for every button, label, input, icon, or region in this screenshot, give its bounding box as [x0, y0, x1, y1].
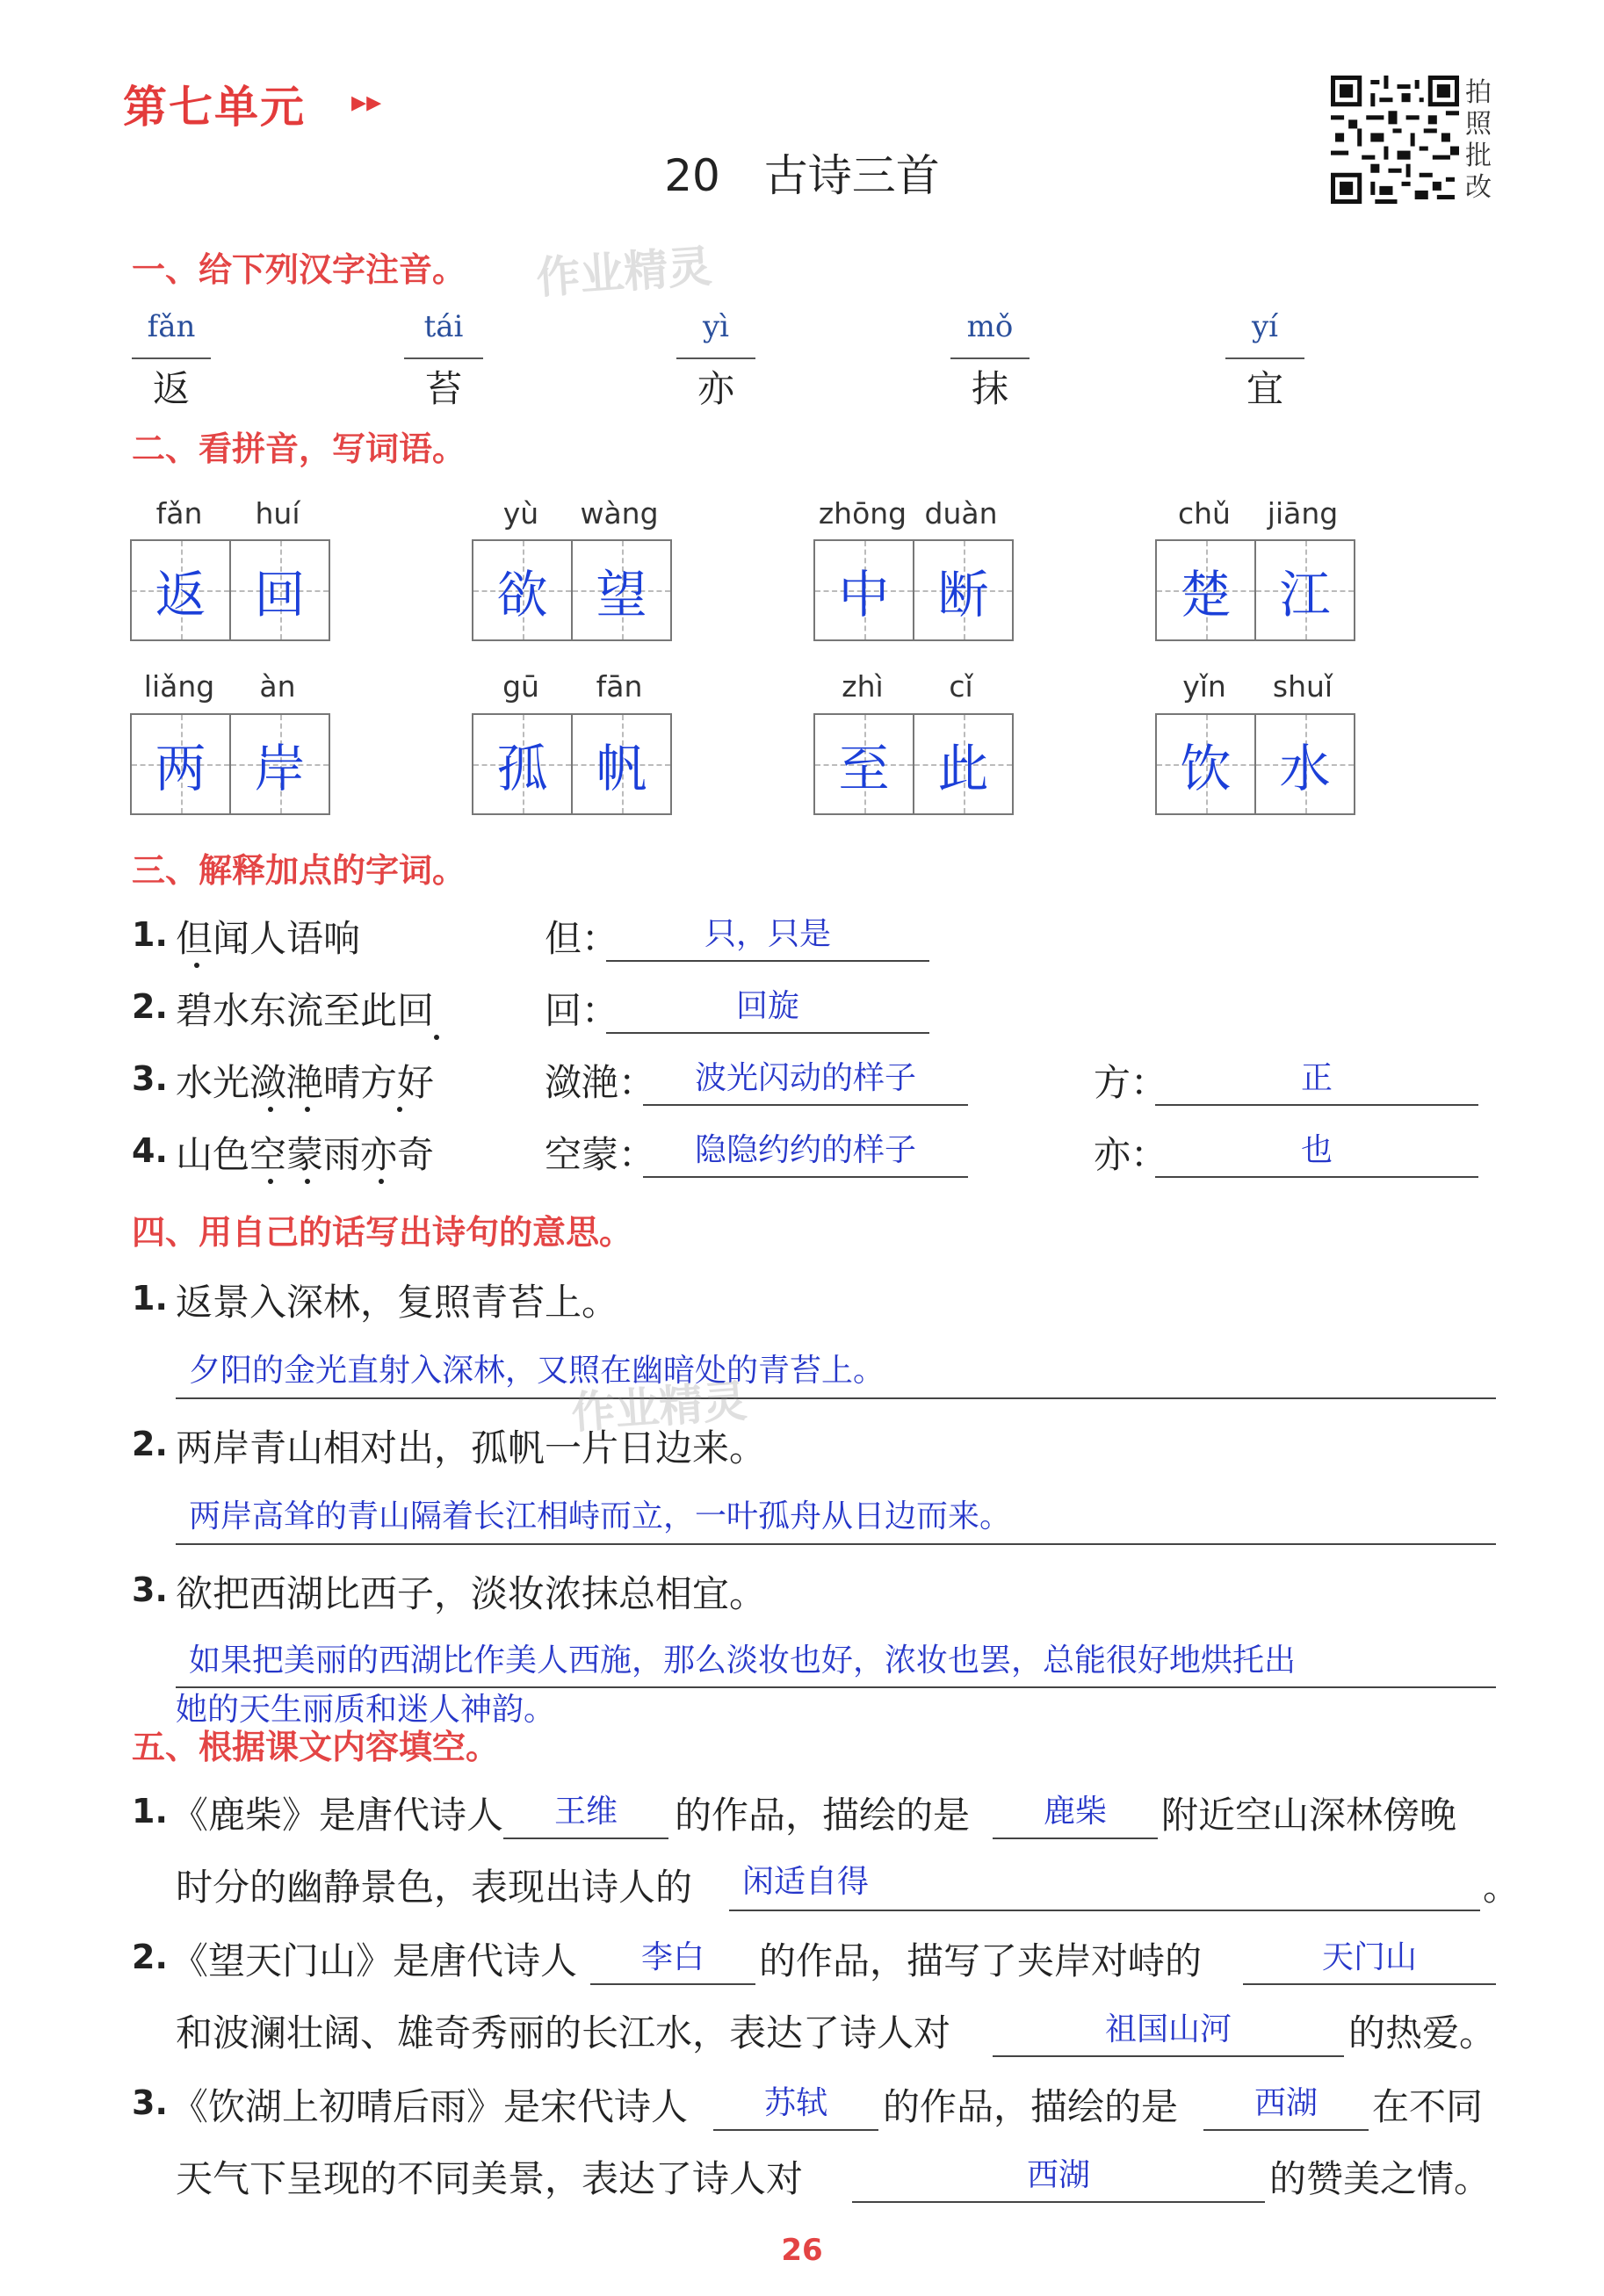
s2-cell: 孤 [473, 715, 571, 813]
s5-answer: 西湖 [1254, 2085, 1318, 2121]
s3-num: 4. [132, 1131, 168, 1170]
s3-answer-line [643, 1104, 968, 1106]
s3-num: 2. [132, 987, 168, 1026]
s2-cell: 帆 [571, 715, 670, 813]
s4-answer: 夕阳的金光直射入深林，又照在幽暗处的青苔上。 [189, 1353, 885, 1389]
s1-char: 亦 [697, 367, 734, 410]
s5-answer: 闲适自得 [742, 1864, 870, 1900]
s5-answer-line [590, 1983, 755, 1985]
s2-word-box [130, 539, 330, 641]
section5-heading: 五、根据课文内容填空。 [132, 1728, 500, 1766]
s3-phrase: 但闻人语响 [176, 917, 361, 960]
emphasis-dot [268, 1107, 273, 1112]
s4-num: 1. [132, 1279, 168, 1318]
s2-cell: 望 [571, 541, 670, 639]
s3-term: 潋滟： [545, 1061, 656, 1104]
s2-word-box [472, 713, 672, 815]
s5-text: 的作品，描绘的是 [675, 1794, 971, 1837]
s2-word-box [472, 539, 672, 641]
s4-answer-line [176, 1397, 1496, 1399]
s3-phrase: 山色空蒙雨亦奇 [176, 1133, 435, 1176]
s2-pinyin: zhì [842, 669, 884, 704]
s5-text: 附近空山深林傍晚 [1161, 1794, 1457, 1837]
s2-cell: 至 [815, 715, 913, 813]
s2-cell: 水 [1254, 715, 1354, 813]
s2-cell: 返 [132, 541, 229, 639]
s2-word-box [130, 713, 330, 815]
s2-pinyin: wàng [580, 496, 659, 531]
s5-text: 的作品，描绘的是 [883, 2085, 1179, 2128]
s4-answer: 她的天生丽质和迷人神韵。 [176, 1692, 556, 1728]
s2-cell: 江 [1254, 541, 1354, 639]
watermark: 作业精灵 [534, 241, 714, 304]
s5-answer-line [852, 2201, 1265, 2203]
s5-answer: 祖国山河 [1104, 2011, 1232, 2047]
emphasis-dot [379, 1179, 384, 1184]
s3-term: 空蒙： [545, 1133, 656, 1176]
s3-answer: 只，只是 [704, 916, 831, 952]
s3-answer: 也 [1300, 1132, 1333, 1168]
s5-text: 的赞美之情。 [1269, 2157, 1492, 2200]
section4-heading: 四、用自己的话写出诗句的意思。 [132, 1213, 633, 1252]
s1-pinyin: tái [423, 309, 464, 344]
s2-pinyin: jiāng [1267, 496, 1339, 531]
s2-word-box [1155, 539, 1355, 641]
qr-label: 拍照批改 [1465, 77, 1492, 203]
s1-pinyin: mǒ [966, 309, 1014, 344]
s2-word-box [813, 539, 1014, 641]
s5-text: 《饮湖上初晴后雨》是宋代诗人 [171, 2085, 689, 2128]
s5-answer-line [729, 1910, 1480, 1911]
s1-underline [132, 357, 211, 359]
s3-phrase: 水光潋滟晴方好 [176, 1061, 435, 1104]
s2-pinyin: gū [502, 669, 539, 704]
s2-word-box [1155, 713, 1355, 815]
s2-cell: 楚 [1157, 541, 1254, 639]
emphasis-dot [397, 1107, 402, 1112]
s2-cell: 中 [815, 541, 913, 639]
section1-heading: 一、给下列汉字注音。 [132, 250, 466, 289]
section2-heading: 二、看拼音，写词语。 [132, 430, 466, 468]
s3-answer: 正 [1300, 1060, 1333, 1096]
section3-heading: 三、解释加点的字词。 [132, 851, 466, 890]
s2-pinyin: zhōng [818, 496, 907, 531]
s4-poem: 两岸青山相对出，孤帆一片日边来。 [176, 1426, 767, 1469]
s2-pinyin: huí [255, 496, 300, 531]
s3-answer: 回旋 [735, 988, 799, 1024]
qr-code-icon[interactable] [1331, 76, 1459, 204]
s4-poem: 返景入深林，复照青苔上。 [176, 1281, 619, 1324]
s5-num: 2. [132, 1938, 168, 1976]
s3-answer-line [606, 1032, 929, 1034]
s5-answer: 李白 [640, 1939, 704, 1975]
s3-term: 回： [545, 989, 619, 1032]
s3-num: 1. [132, 915, 168, 954]
s2-pinyin: àn [259, 669, 296, 704]
s4-num: 3. [132, 1570, 168, 1609]
s5-text: 《望天门山》是唐代诗人 [171, 1939, 578, 1982]
s3-term: 方： [1094, 1061, 1168, 1104]
s1-char: 苔 [424, 367, 462, 410]
emphasis-dot [268, 1179, 273, 1184]
s5-text: 的作品，描写了夹岸对峙的 [759, 1939, 1203, 1982]
s2-pinyin: chǔ [1178, 496, 1231, 531]
s4-poem: 欲把西湖比西子，淡妆浓抹总相宜。 [176, 1572, 767, 1615]
s2-pinyin: yǐn [1182, 669, 1226, 704]
s1-underline [404, 357, 483, 359]
s2-cell: 回 [229, 541, 329, 639]
s5-text: 在不同 [1372, 2085, 1484, 2128]
s1-underline [950, 357, 1030, 359]
s1-pinyin: yì [702, 309, 730, 344]
s5-text: 和波澜壮阔、雄奇秀丽的长江水，表达了诗人对 [176, 2011, 951, 2054]
s5-answer-line [713, 2129, 878, 2131]
watermark: 作业精灵 [569, 1375, 749, 1439]
s1-pinyin: yí [1251, 309, 1279, 344]
s2-pinyin: shuǐ [1272, 669, 1333, 704]
s1-pinyin: fǎn [147, 309, 196, 344]
s5-answer: 鹿柴 [1043, 1794, 1107, 1830]
s2-cell: 此 [913, 715, 1012, 813]
s5-num: 1. [132, 1792, 168, 1830]
emphasis-dot [194, 963, 199, 968]
s3-answer-line [606, 960, 929, 962]
s2-cell: 两 [132, 715, 229, 813]
s5-answer-line [993, 2055, 1344, 2057]
s3-answer: 波光闪动的样子 [694, 1060, 916, 1096]
s5-answer: 王维 [553, 1794, 618, 1830]
s5-answer: 苏轼 [763, 2085, 827, 2121]
emphasis-dot [305, 1179, 310, 1184]
s5-answer-line [503, 1838, 668, 1839]
s3-answer-line [1155, 1176, 1478, 1178]
s5-answer-line [1203, 2129, 1369, 2131]
s3-answer: 隐隐约约的样子 [694, 1132, 916, 1168]
s2-cell: 断 [913, 541, 1012, 639]
s4-answer: 如果把美丽的西湖比作美人西施，那么淡妆也好，浓妆也罢，总能很好地烘托出 [189, 1643, 1297, 1679]
s2-pinyin: yù [502, 496, 539, 531]
s5-text: 的热爱。 [1348, 2011, 1497, 2054]
s2-pinyin: liǎng [143, 669, 215, 704]
s3-num: 3. [132, 1059, 168, 1098]
unit-arrow-icon: ▸▸ [351, 84, 382, 119]
s2-word-box [813, 713, 1014, 815]
s3-term: 但： [545, 917, 619, 960]
s3-answer-line [643, 1176, 968, 1178]
s2-pinyin: fǎn [155, 496, 203, 531]
unit-title: 第七单元 [123, 82, 306, 133]
s2-cell: 欲 [473, 541, 571, 639]
s2-cell: 饮 [1157, 715, 1254, 813]
s2-pinyin: duàn [924, 496, 998, 531]
s3-phrase: 碧水东流至此回 [176, 989, 435, 1032]
s1-underline [1225, 357, 1304, 359]
lesson-title: 20 古诗三首 [664, 150, 940, 201]
s5-answer-line [993, 1838, 1158, 1839]
emphasis-dot [305, 1107, 310, 1112]
s3-term: 亦： [1094, 1133, 1168, 1176]
s5-text: 天气下呈现的不同美景，表达了诗人对 [176, 2157, 804, 2200]
s5-text: 时分的幽静景色，表现出诗人的 [176, 1866, 693, 1909]
s2-cell: 岸 [229, 715, 329, 813]
s3-answer-line [1155, 1104, 1478, 1106]
s2-pinyin: cǐ [949, 669, 973, 704]
emphasis-dot [434, 1035, 439, 1040]
s4-answer: 两岸高耸的青山隔着长江相峙而立，一叶孤舟从日边而来。 [189, 1498, 1012, 1534]
s5-text: 《鹿柴》是唐代诗人 [171, 1794, 504, 1837]
s5-answer-line [1243, 1983, 1496, 1985]
s4-num: 2. [132, 1425, 168, 1463]
s1-underline [676, 357, 755, 359]
page-number: 26 [781, 2233, 823, 2268]
s5-text: 。 [1483, 1866, 1521, 1909]
s2-pinyin: fān [596, 669, 643, 704]
s1-char: 宜 [1246, 367, 1283, 410]
s1-char: 抹 [971, 367, 1008, 410]
s1-char: 返 [152, 367, 190, 410]
s4-answer-line [176, 1543, 1496, 1545]
s5-answer: 天门山 [1321, 1939, 1417, 1975]
s5-num: 3. [132, 2083, 168, 2122]
s5-answer: 西湖 [1026, 2157, 1090, 2193]
